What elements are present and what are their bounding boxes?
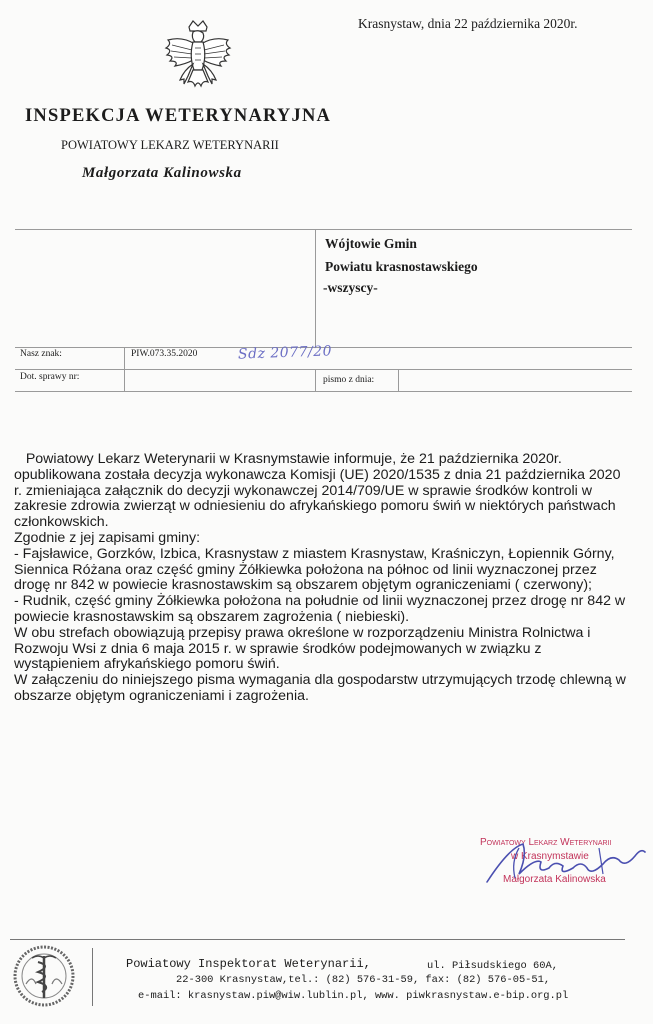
place-date: Krasnystaw, dnia 22 października 2020r. <box>358 16 578 31</box>
addressee-line-3: -wszyscy- <box>323 280 378 295</box>
stamp-line-3: Małgorzata Kalinowska <box>503 874 606 885</box>
handwritten-case-number: Sdz 2077/20 <box>237 343 333 363</box>
our-sign-label: Nasz znak: <box>20 349 62 359</box>
addressee-line-2: Powiatu krasnostawskiego <box>325 259 478 274</box>
body-paragraph: - Rudnik, część gminy Żółkiewka położona na południe od linii wyznaczonej przez drogę nr 842 w powiecie krasnostawskim są obszarem zagrożenia ( niebieski). <box>14 593 626 625</box>
body-paragraph: Zgodnie z jej zapisami gminy: <box>14 529 201 546</box>
body-paragraph: - Fajsławice, Gorzków, Izbica, Krasnystaw z miastem Krasnystaw, Kraśniczyn, Łopiennik Górny, Siennica Różana oraz część gminy Żółkiewka położona na północ od linii wyznaczonej przez drogę nr 842 w powiecie krasnostawskim są obszarem objętym ograniczeniami ( czerwony); <box>14 545 615 594</box>
officer-name: Małgorzata Kalinowska <box>82 165 242 181</box>
footer-divider <box>92 948 93 1006</box>
handwritten-signature <box>479 834 647 886</box>
matter-number-label: Dot. sprawy nr: <box>20 372 80 382</box>
official-stamp <box>467 830 647 890</box>
box-middle-rule <box>15 369 632 370</box>
footer-rule <box>10 939 625 940</box>
footer-street-address: ul. Piłsudskiego 60A, <box>427 960 558 972</box>
footer-contact-phone: 22-300 Krasnystaw,tel.: (82) 576-31-59, fax: (82) 576-05-51, <box>176 974 551 986</box>
veterinary-inspection-logo-icon <box>12 944 76 1008</box>
box-date-divider <box>315 369 316 391</box>
box-top-rule <box>15 229 632 230</box>
letter-date-label: pismo z dnia: <box>323 375 375 385</box>
address-reference-box <box>15 229 632 391</box>
body-paragraph: W załączeniu do niniejszego pisma wymagania dla gospodarstw utrzymujących trzodę chlewną w obszarze objętym ograniczeniami i zagrożenia. <box>14 672 626 704</box>
stamp-line-2: w Krasnymstawie <box>511 851 589 862</box>
box-date-value-divider <box>398 369 399 391</box>
footer-institution-name: Powiatowy Inspektorat Weterynarii, <box>126 957 371 971</box>
stamp-line-1: Powiatowy Lekarz Weterynarii <box>480 837 612 848</box>
polish-eagle-emblem-icon <box>162 18 234 100</box>
addressee-line-1: Wójtowie Gmin <box>325 236 417 251</box>
letter-body <box>14 452 629 705</box>
institution-title: INSPEKCJA WETERYNARYJNA <box>25 106 332 126</box>
box-column-divider <box>315 229 316 347</box>
our-sign-value: PIW.073.35.2020 <box>131 349 198 359</box>
box-bottom-rule <box>15 391 632 392</box>
body-paragraph: W obu strefach obowiązują przepisy prawa określone w rozporządzeniu Ministra Rolnictwa i Rozwoju Wsi z dnia 6 maja 2015 r. w sprawie środków podejmowanych w związku z wystąpieniem afrykańskiego pomoru świń. <box>14 624 591 673</box>
footer-email-web: e-mail: krasnystaw.piw@wiw.lublin.pl, www. piwkrasnystaw.e-bip.org.pl <box>138 990 569 1002</box>
officer-title: POWIATOWY LEKARZ WETERYNARII <box>61 138 279 152</box>
body-paragraph: Powiatowy Lekarz Weterynarii w Krasnymstawie informuje, że 21 października 2020r. opublikowana została decyzja wykonawcza Komisji (UE) 2020/1535 z dnia 21 października 2020 r. zmieniająca załącznik do decyzji wykonawczej 2014/709/UE w sprawie środków kontroli w zakresie zdrowia zwierząt w odniesieniu do afrykańskiego pomoru świń w niektórych państwach członkowskich. <box>14 451 625 531</box>
